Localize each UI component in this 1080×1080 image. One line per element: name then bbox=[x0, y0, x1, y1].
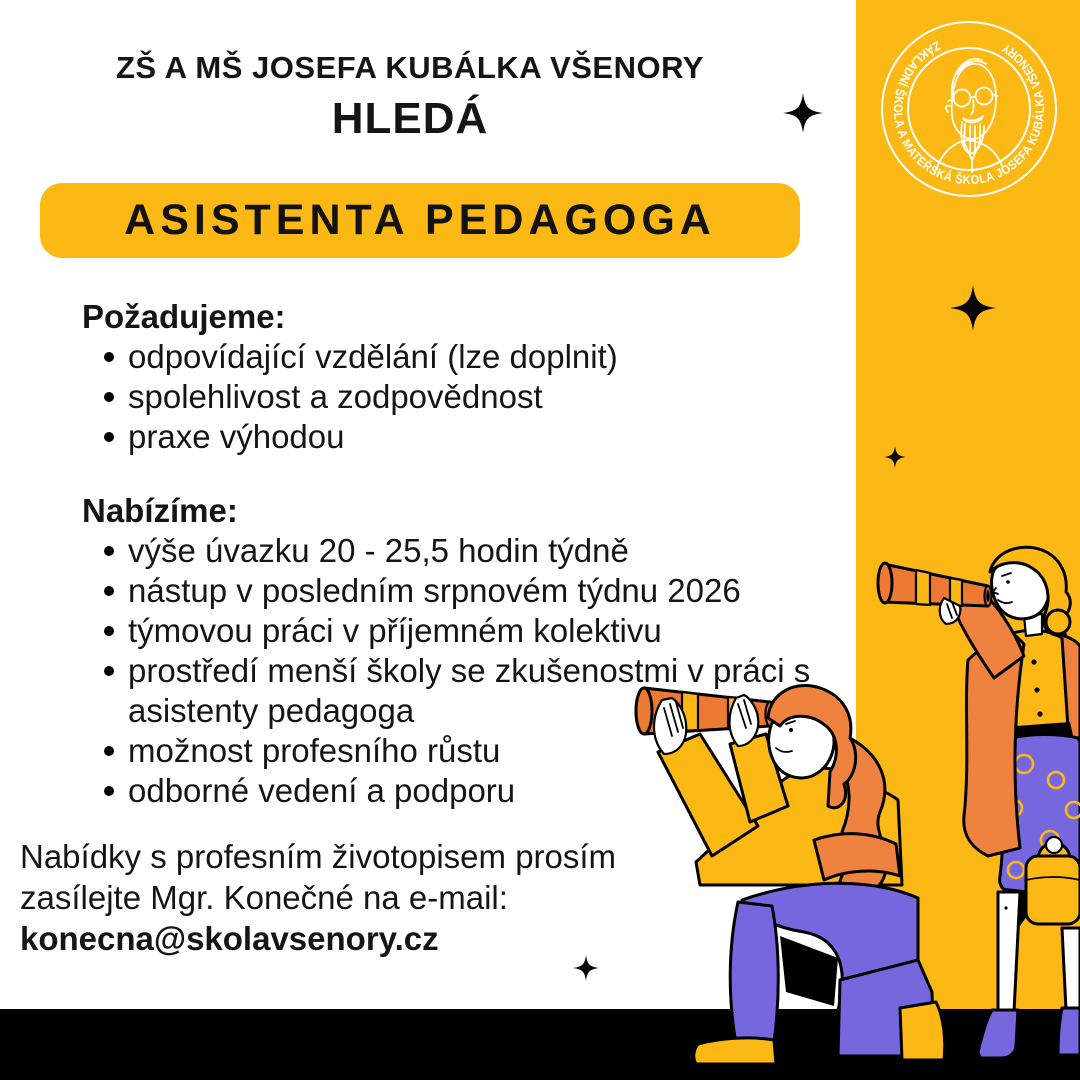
contact-line-1: Nabídky s profesním životopisem prosím bbox=[20, 838, 617, 875]
list-item: odborné vedení a podporu bbox=[104, 771, 882, 811]
position-pill bbox=[40, 183, 800, 258]
offer-list bbox=[82, 531, 882, 811]
offer-section bbox=[82, 491, 882, 811]
logo-ring-text: ZÁKLADNÍ ŠKOLA A MATEŘSKÁ ŠKOLA JOSEFA KUBÁLKA VŠENORY bbox=[890, 38, 1048, 188]
list-item: týmovou práci v příjemném kolektivu bbox=[104, 611, 882, 651]
email-text: konecna@skolavsenory.cz bbox=[20, 920, 439, 957]
list-item: možnost profesního růstu bbox=[104, 731, 882, 771]
portrait-sketch-icon bbox=[936, 59, 1002, 172]
telescope-icon bbox=[878, 563, 992, 606]
requirements-list bbox=[82, 337, 882, 457]
list-item: nástup v posledním srpnovém týdnu 2026 bbox=[104, 571, 882, 611]
offer-heading: Nabízíme: bbox=[82, 492, 238, 529]
position-title: ASISTENTA PEDAGOGA bbox=[124, 196, 716, 244]
header bbox=[30, 50, 790, 143]
school-logo bbox=[878, 14, 1060, 204]
school-name: ZŠ A MŠ JOSEFA KUBÁLKA VŠENORY bbox=[116, 50, 704, 85]
headline: HLEDÁ bbox=[331, 94, 489, 143]
list-item: spolehlivost a zodpovědnost bbox=[104, 377, 882, 417]
list-item: praxe výhodou bbox=[104, 417, 882, 457]
contact-block bbox=[20, 836, 800, 959]
list-item: výše úvazku 20 - 25,5 hodin týdně bbox=[104, 531, 882, 571]
requirements-section bbox=[82, 297, 882, 457]
list-item: prostředí menší školy se zkušenostmi v práci s asistenty pedagoga bbox=[104, 651, 882, 731]
requirements-heading: Požadujeme: bbox=[82, 298, 286, 335]
list-item: odpovídající vzdělání (lze doplnit) bbox=[104, 337, 882, 377]
contact-line-2: zasílejte Mgr. Konečné na e-mail: bbox=[20, 879, 508, 916]
